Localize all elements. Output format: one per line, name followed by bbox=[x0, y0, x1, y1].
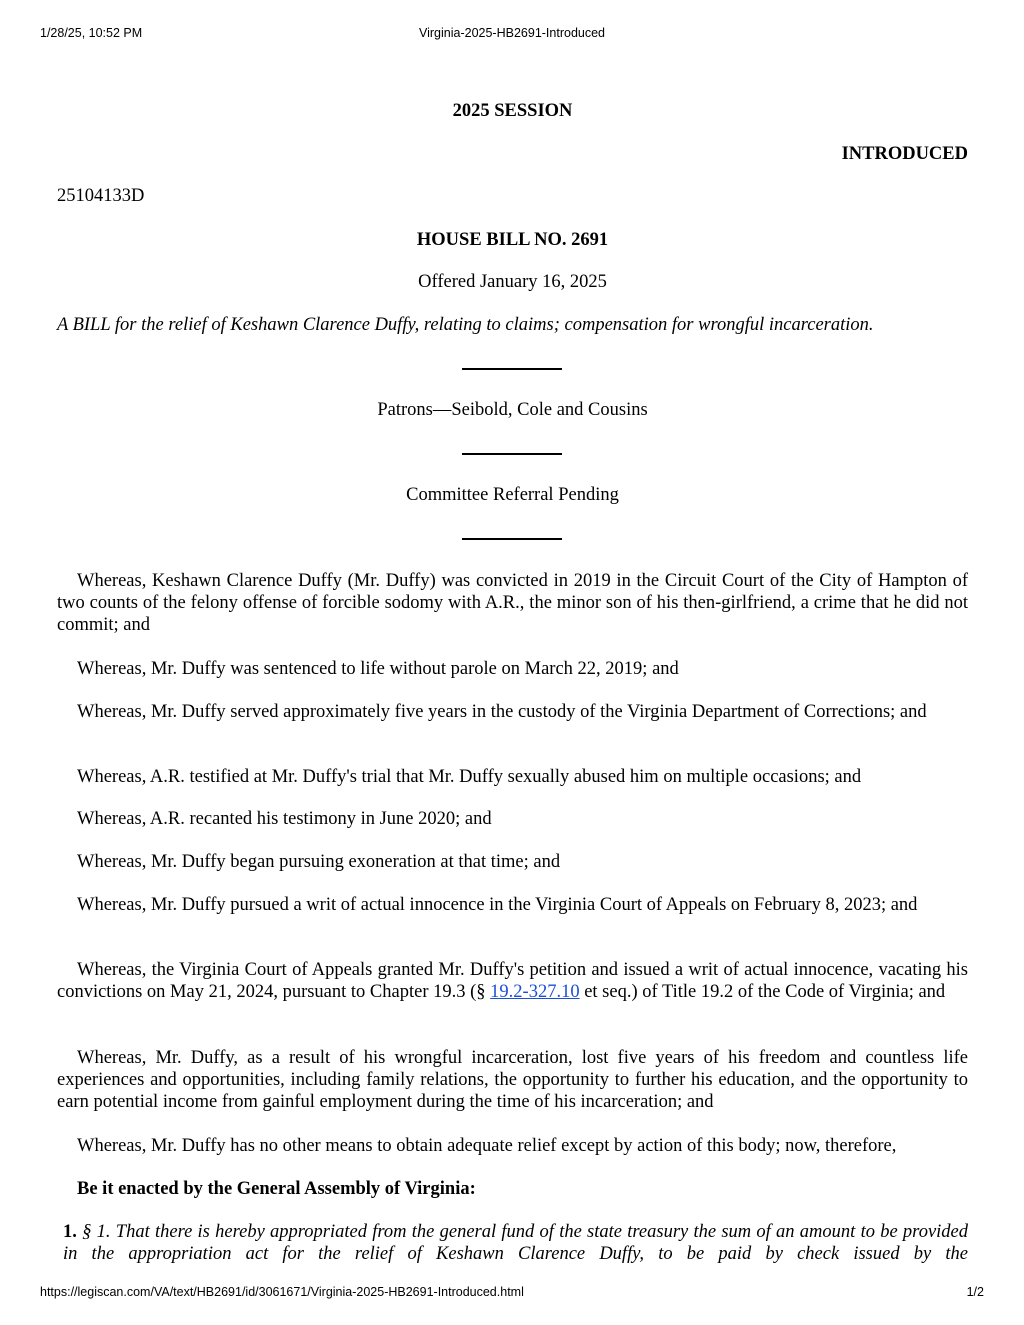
whereas-clause: Whereas, A.R. recanted his testimony in June 2020; and bbox=[77, 809, 492, 829]
whereas-clause: Whereas, A.R. testified at Mr. Duffy's trial that Mr. Duffy sexually abused him on multiple occasions; and bbox=[77, 767, 862, 787]
print-header bbox=[40, 26, 984, 42]
bill-number: HOUSE BILL NO. 2691 bbox=[416, 230, 609, 250]
session-heading: 2025 SESSION bbox=[452, 101, 573, 121]
section-1 bbox=[63, 1221, 968, 1265]
bill-title: A BILL for the relief of Keshawn Clarence Duffy, relating to claims; compensation for wrongful incarceration. bbox=[57, 315, 874, 335]
whereas-clause: Whereas, Mr. Duffy was sentenced to life without parole on March 22, 2019; and bbox=[77, 659, 679, 679]
section-number: 1. bbox=[63, 1222, 77, 1242]
whereas-clause bbox=[57, 959, 968, 1003]
whereas-text: et seq.) of Title 19.2 of the Code of Virginia; and bbox=[579, 982, 946, 1002]
page-url: https://legiscan.com/VA/text/HB2691/id/3061671/Virginia-2025-HB2691-Introduced.html bbox=[40, 1285, 524, 1299]
divider-rule bbox=[462, 453, 562, 455]
offered-date: Offered January 16, 2025 bbox=[418, 272, 607, 292]
whereas-text: Whereas, the Virginia Court of Appeals granted Mr. Duffy's petition and issued a writ of actual innocence, vacating his convictions on May 21, 2024, pursuant to Chapter 19.3 (§ bbox=[57, 960, 968, 1002]
print-page-title: Virginia-2025-HB2691-Introduced bbox=[419, 26, 605, 40]
divider-rule bbox=[462, 538, 562, 540]
whereas-clause: Whereas, Mr. Duffy has no other means to obtain adequate relief except by action of this body; now, therefore, bbox=[77, 1136, 897, 1156]
whereas-clause: Whereas, Keshawn Clarence Duffy (Mr. Duffy) was convicted in 2019 in the Circuit Court of the City of Hampton of two counts of the felony offense of forcible sodomy with A.R., the minor son of his then-girlfriend, a crime that he did not commit; and bbox=[57, 571, 968, 635]
divider-rule bbox=[462, 368, 562, 370]
whereas-clause: Whereas, Mr. Duffy served approximately five years in the custody of the Virginia Department of Corrections; and bbox=[77, 702, 927, 722]
whereas-clause: Whereas, Mr. Duffy, as a result of his wrongful incarceration, lost five years of his freedom and countless life experiences and opportunities, including family relations, the opportunity to further his education, and the opportunity to earn potential income from gainful employment during the time of his incarceration; and bbox=[57, 1048, 968, 1112]
section-text: § 1. That there is hereby appropriated from the general fund of the state treasury the sum of an amount to be provided in the appropriation act for the relief of Keshawn Clarence Duffy, to be paid by check issued by the bbox=[63, 1222, 969, 1264]
print-footer bbox=[40, 1285, 984, 1301]
enacting-clause: Be it enacted by the General Assembly of Virginia: bbox=[77, 1179, 476, 1199]
page-number: 1/2 bbox=[966, 1285, 984, 1299]
print-datetime: 1/28/25, 10:52 PM bbox=[40, 26, 143, 40]
whereas-clause: Whereas, Mr. Duffy pursued a writ of actual innocence in the Virginia Court of Appeals on February 8, 2023; and bbox=[77, 895, 918, 915]
document-number: 25104133D bbox=[57, 186, 145, 206]
code-section-link[interactable]: 19.2-327.10 bbox=[490, 982, 580, 1002]
bill-status: INTRODUCED bbox=[841, 144, 968, 164]
patrons: Patrons—Seibold, Cole and Cousins bbox=[377, 400, 648, 420]
committee-referral: Committee Referral Pending bbox=[406, 485, 619, 505]
whereas-clause: Whereas, Mr. Duffy began pursuing exoneration at that time; and bbox=[77, 852, 561, 872]
